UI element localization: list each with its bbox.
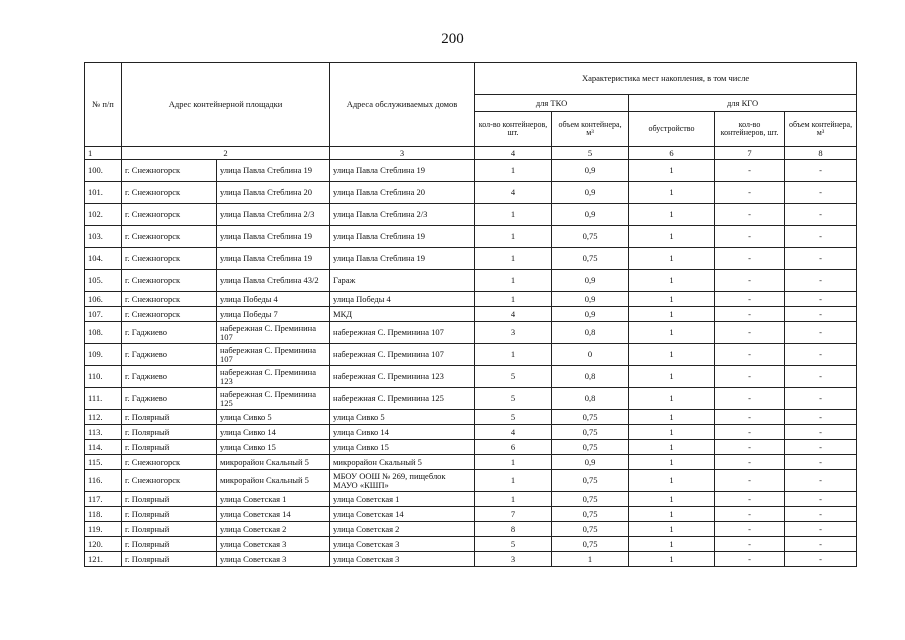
table-row: [85, 388, 857, 410]
city-cell: г. Гаджиево: [122, 366, 217, 388]
kgo-container-volume-cell: -: [785, 388, 857, 410]
header-tko: для ТКО: [475, 95, 629, 112]
kgo-container-count-cell: -: [715, 204, 785, 226]
table-row: [85, 182, 857, 204]
row-number-cell: 109.: [85, 344, 122, 366]
table-row: [85, 248, 857, 270]
row-number-cell: 104.: [85, 248, 122, 270]
served-houses-cell: улица Победы 4: [330, 292, 475, 307]
kgo-arrangement-cell: 1: [629, 366, 715, 388]
served-houses-cell: микрорайон Скальный 5: [330, 455, 475, 470]
table-row: [85, 537, 857, 552]
row-number-cell: 108.: [85, 322, 122, 344]
city-cell: г. Полярный: [122, 552, 217, 567]
kgo-arrangement-cell: 1: [629, 226, 715, 248]
city-cell: г. Гаджиево: [122, 388, 217, 410]
kgo-container-volume-cell: -: [785, 292, 857, 307]
tko-container-count-cell: 8: [475, 522, 552, 537]
table-row: [85, 492, 857, 507]
kgo-container-count-cell: -: [715, 366, 785, 388]
kgo-arrangement-cell: 1: [629, 182, 715, 204]
served-houses-cell: набережная С. Преминина 123: [330, 366, 475, 388]
header-count-kgo: кол-во контейнеров, шт.: [715, 112, 785, 147]
column-number: 2: [122, 147, 330, 160]
kgo-container-volume-cell: -: [785, 552, 857, 567]
served-houses-cell: набережная С. Преминина 107: [330, 322, 475, 344]
kgo-container-count-cell: -: [715, 307, 785, 322]
row-number-cell: 118.: [85, 507, 122, 522]
tko-container-volume-cell: 0,75: [552, 226, 629, 248]
site-street-cell: улица Советская 3: [217, 537, 330, 552]
tko-container-count-cell: 1: [475, 204, 552, 226]
site-street-cell: улица Павла Стеблина 43/2: [217, 270, 330, 292]
served-houses-cell: набережная С. Преминина 125: [330, 388, 475, 410]
header-count: кол-во контейнеров, шт.: [475, 112, 552, 147]
kgo-arrangement-cell: 1: [629, 322, 715, 344]
served-houses-cell: улица Павла Стеблина 19: [330, 248, 475, 270]
tko-container-count-cell: 1: [475, 160, 552, 182]
city-cell: г. Снежногорск: [122, 160, 217, 182]
row-number-cell: 114.: [85, 440, 122, 455]
tko-container-count-cell: 1: [475, 344, 552, 366]
kgo-container-count-cell: -: [715, 440, 785, 455]
kgo-container-count-cell: -: [715, 410, 785, 425]
tko-container-volume-cell: 0,75: [552, 507, 629, 522]
kgo-arrangement-cell: 1: [629, 522, 715, 537]
site-street-cell: улица Победы 7: [217, 307, 330, 322]
site-street-cell: микрорайон Скальный 5: [217, 455, 330, 470]
kgo-arrangement-cell: 1: [629, 160, 715, 182]
city-cell: г. Полярный: [122, 492, 217, 507]
row-number-cell: 103.: [85, 226, 122, 248]
kgo-arrangement-cell: 1: [629, 307, 715, 322]
kgo-arrangement-cell: 1: [629, 455, 715, 470]
row-number-cell: 117.: [85, 492, 122, 507]
tko-container-count-cell: 5: [475, 410, 552, 425]
tko-container-count-cell: 1: [475, 292, 552, 307]
tko-container-count-cell: 1: [475, 455, 552, 470]
row-number-cell: 121.: [85, 552, 122, 567]
kgo-container-count-cell: -: [715, 552, 785, 567]
column-number: 8: [785, 147, 857, 160]
kgo-container-count-cell: -: [715, 522, 785, 537]
site-street-cell: улица Советская 3: [217, 552, 330, 567]
table-row: [85, 160, 857, 182]
kgo-container-count-cell: -: [715, 537, 785, 552]
tko-container-volume-cell: 0,9: [552, 307, 629, 322]
header-num: № п/п: [85, 63, 122, 147]
table-row: [85, 552, 857, 567]
table-row: [85, 455, 857, 470]
row-number-cell: 112.: [85, 410, 122, 425]
kgo-container-count-cell: -: [715, 344, 785, 366]
column-number: 5: [552, 147, 629, 160]
site-street-cell: улица Павла Стеблина 20: [217, 182, 330, 204]
site-street-cell: улица Павла Стеблина 19: [217, 248, 330, 270]
row-number-cell: 113.: [85, 425, 122, 440]
site-street-cell: улица Победы 4: [217, 292, 330, 307]
city-cell: г. Полярный: [122, 410, 217, 425]
site-street-cell: улица Сивко 5: [217, 410, 330, 425]
tko-container-volume-cell: 0,8: [552, 322, 629, 344]
served-houses-cell: МБОУ ООШ № 269, пищеблок МАУО «КШП»: [330, 470, 475, 492]
site-street-cell: набережная С. Преминина 107: [217, 344, 330, 366]
tko-container-volume-cell: 0,75: [552, 470, 629, 492]
served-houses-cell: улица Советская 2: [330, 522, 475, 537]
row-number-cell: 110.: [85, 366, 122, 388]
kgo-container-count-cell: -: [715, 425, 785, 440]
header-characteristics: Характеристика мест накопления, в том числе: [475, 63, 857, 95]
kgo-container-count-cell: -: [715, 160, 785, 182]
table-row: [85, 292, 857, 307]
column-number: 7: [715, 147, 785, 160]
column-number: 4: [475, 147, 552, 160]
city-cell: г. Снежногорск: [122, 248, 217, 270]
served-houses-cell: улица Советская 1: [330, 492, 475, 507]
kgo-arrangement-cell: 1: [629, 537, 715, 552]
tko-container-volume-cell: 0,9: [552, 270, 629, 292]
tko-container-count-cell: 4: [475, 182, 552, 204]
table-row: [85, 366, 857, 388]
kgo-container-volume-cell: -: [785, 307, 857, 322]
tko-container-count-cell: 1: [475, 492, 552, 507]
tko-container-count-cell: 4: [475, 425, 552, 440]
table-row: [85, 204, 857, 226]
city-cell: г. Снежногорск: [122, 204, 217, 226]
kgo-container-count-cell: -: [715, 292, 785, 307]
kgo-container-count-cell: -: [715, 248, 785, 270]
kgo-container-volume-cell: -: [785, 455, 857, 470]
table-row: [85, 507, 857, 522]
kgo-container-volume-cell: -: [785, 425, 857, 440]
kgo-arrangement-cell: 1: [629, 425, 715, 440]
served-houses-cell: улица Советская 14: [330, 507, 475, 522]
table-row: [85, 470, 857, 492]
city-cell: г. Снежногорск: [122, 470, 217, 492]
table-row: [85, 307, 857, 322]
kgo-container-count-cell: -: [715, 507, 785, 522]
tko-container-volume-cell: 0,75: [552, 425, 629, 440]
kgo-container-volume-cell: -: [785, 160, 857, 182]
row-number-cell: 107.: [85, 307, 122, 322]
site-street-cell: улица Павла Стеблина 19: [217, 160, 330, 182]
header-volume: объем контейнера, м³: [552, 112, 629, 147]
row-number-cell: 106.: [85, 292, 122, 307]
tko-container-volume-cell: 0,8: [552, 388, 629, 410]
row-number-cell: 105.: [85, 270, 122, 292]
kgo-container-volume-cell: -: [785, 522, 857, 537]
tko-container-count-cell: 3: [475, 552, 552, 567]
site-street-cell: улица Сивко 15: [217, 440, 330, 455]
kgo-container-count-cell: -: [715, 270, 785, 292]
tko-container-volume-cell: 1: [552, 552, 629, 567]
site-street-cell: улица Павла Стеблина 2/3: [217, 204, 330, 226]
served-houses-cell: набережная С. Преминина 107: [330, 344, 475, 366]
table-row: [85, 522, 857, 537]
city-cell: г. Полярный: [122, 522, 217, 537]
tko-container-volume-cell: 0,75: [552, 522, 629, 537]
city-cell: г. Снежногорск: [122, 455, 217, 470]
kgo-arrangement-cell: 1: [629, 470, 715, 492]
kgo-arrangement-cell: 1: [629, 492, 715, 507]
table-row: [85, 344, 857, 366]
tko-container-volume-cell: 0,75: [552, 410, 629, 425]
site-street-cell: набережная С. Преминина 107: [217, 322, 330, 344]
row-number-cell: 102.: [85, 204, 122, 226]
tko-container-count-cell: 4: [475, 307, 552, 322]
header-address: Адрес контейнерной площадки: [122, 63, 330, 147]
kgo-arrangement-cell: 1: [629, 388, 715, 410]
city-cell: г. Полярный: [122, 537, 217, 552]
kgo-arrangement-cell: 1: [629, 292, 715, 307]
kgo-arrangement-cell: 1: [629, 507, 715, 522]
city-cell: г. Снежногорск: [122, 292, 217, 307]
kgo-container-count-cell: -: [715, 322, 785, 344]
kgo-arrangement-cell: 1: [629, 440, 715, 455]
kgo-container-count-cell: -: [715, 226, 785, 248]
site-street-cell: улица Сивко 14: [217, 425, 330, 440]
kgo-container-count-cell: -: [715, 388, 785, 410]
served-houses-cell: МКД: [330, 307, 475, 322]
site-street-cell: микрорайон Скальный 5: [217, 470, 330, 492]
served-houses-cell: улица Советская 3: [330, 552, 475, 567]
kgo-container-count-cell: -: [715, 470, 785, 492]
kgo-arrangement-cell: 1: [629, 552, 715, 567]
city-cell: г. Гаджиево: [122, 322, 217, 344]
tko-container-count-cell: 6: [475, 440, 552, 455]
city-cell: г. Снежногорск: [122, 270, 217, 292]
tko-container-volume-cell: 0,9: [552, 455, 629, 470]
served-houses-cell: улица Сивко 15: [330, 440, 475, 455]
row-number-cell: 119.: [85, 522, 122, 537]
table-row: [85, 440, 857, 455]
tko-container-count-cell: 1: [475, 470, 552, 492]
column-number: 3: [330, 147, 475, 160]
header-arrangement: обустройство: [629, 112, 715, 147]
tko-container-count-cell: 5: [475, 537, 552, 552]
kgo-arrangement-cell: 1: [629, 204, 715, 226]
kgo-arrangement-cell: 1: [629, 410, 715, 425]
kgo-container-volume-cell: -: [785, 470, 857, 492]
kgo-container-volume-cell: -: [785, 537, 857, 552]
kgo-container-volume-cell: -: [785, 226, 857, 248]
table-row: [85, 410, 857, 425]
city-cell: г. Снежногорск: [122, 307, 217, 322]
site-street-cell: улица Советская 14: [217, 507, 330, 522]
tko-container-volume-cell: 0,9: [552, 182, 629, 204]
city-cell: г. Полярный: [122, 507, 217, 522]
tko-container-volume-cell: 0: [552, 344, 629, 366]
kgo-container-volume-cell: -: [785, 182, 857, 204]
row-number-cell: 100.: [85, 160, 122, 182]
city-cell: г. Снежногорск: [122, 226, 217, 248]
column-number: 6: [629, 147, 715, 160]
tko-container-count-cell: 1: [475, 248, 552, 270]
served-houses-cell: улица Сивко 14: [330, 425, 475, 440]
site-street-cell: улица Советская 1: [217, 492, 330, 507]
tko-container-count-cell: 5: [475, 388, 552, 410]
table-row: [85, 226, 857, 248]
kgo-container-volume-cell: -: [785, 248, 857, 270]
tko-container-volume-cell: 0,75: [552, 440, 629, 455]
tko-container-count-cell: 1: [475, 270, 552, 292]
tko-container-volume-cell: 0,9: [552, 292, 629, 307]
kgo-container-count-cell: -: [715, 492, 785, 507]
page-number: 200: [441, 31, 464, 47]
tko-container-volume-cell: 0,75: [552, 248, 629, 270]
kgo-arrangement-cell: 1: [629, 270, 715, 292]
tko-container-volume-cell: 0,75: [552, 492, 629, 507]
served-houses-cell: Гараж: [330, 270, 475, 292]
tko-container-count-cell: 3: [475, 322, 552, 344]
served-houses-cell: улица Сивко 5: [330, 410, 475, 425]
kgo-container-volume-cell: -: [785, 507, 857, 522]
column-number: 1: [85, 147, 122, 160]
row-number-cell: 101.: [85, 182, 122, 204]
served-houses-cell: улица Павла Стеблина 20: [330, 182, 475, 204]
city-cell: г. Полярный: [122, 440, 217, 455]
tko-container-volume-cell: 0,9: [552, 160, 629, 182]
city-cell: г. Снежногорск: [122, 182, 217, 204]
tko-container-volume-cell: 0,9: [552, 204, 629, 226]
kgo-container-volume-cell: -: [785, 366, 857, 388]
table-row: [85, 425, 857, 440]
tko-container-count-cell: 7: [475, 507, 552, 522]
header-volume-kgo: объем контейнера, м³: [785, 112, 857, 147]
site-street-cell: набережная С. Преминина 123: [217, 366, 330, 388]
table-row: [85, 270, 857, 292]
row-number-cell: 115.: [85, 455, 122, 470]
kgo-container-volume-cell: -: [785, 344, 857, 366]
served-houses-cell: улица Павла Стеблина 19: [330, 160, 475, 182]
city-cell: г. Полярный: [122, 425, 217, 440]
kgo-container-volume-cell: -: [785, 410, 857, 425]
row-number-cell: 120.: [85, 537, 122, 552]
city-cell: г. Гаджиево: [122, 344, 217, 366]
kgo-container-volume-cell: -: [785, 492, 857, 507]
kgo-container-count-cell: -: [715, 182, 785, 204]
kgo-container-count-cell: -: [715, 455, 785, 470]
site-street-cell: набережная С. Преминина 125: [217, 388, 330, 410]
served-houses-cell: улица Советская 3: [330, 537, 475, 552]
table-row: [85, 322, 857, 344]
served-houses-cell: улица Павла Стеблина 19: [330, 226, 475, 248]
table-body: [85, 160, 857, 567]
tko-container-volume-cell: 0,8: [552, 366, 629, 388]
tko-container-count-cell: 1: [475, 226, 552, 248]
header-houses: Адреса обслуживаемых домов: [330, 63, 475, 147]
kgo-container-volume-cell: -: [785, 322, 857, 344]
site-street-cell: улица Павла Стеблина 19: [217, 226, 330, 248]
site-street-cell: улица Советская 2: [217, 522, 330, 537]
kgo-arrangement-cell: 1: [629, 248, 715, 270]
tko-container-count-cell: 5: [475, 366, 552, 388]
row-number-cell: 116.: [85, 470, 122, 492]
header-kgo: для КГО: [629, 95, 857, 112]
row-number-cell: 111.: [85, 388, 122, 410]
container-sites-table: [84, 62, 857, 567]
tko-container-volume-cell: 0,75: [552, 537, 629, 552]
kgo-arrangement-cell: 1: [629, 344, 715, 366]
served-houses-cell: улица Павла Стеблина 2/3: [330, 204, 475, 226]
kgo-container-volume-cell: -: [785, 440, 857, 455]
kgo-container-volume-cell: -: [785, 270, 857, 292]
kgo-container-volume-cell: -: [785, 204, 857, 226]
